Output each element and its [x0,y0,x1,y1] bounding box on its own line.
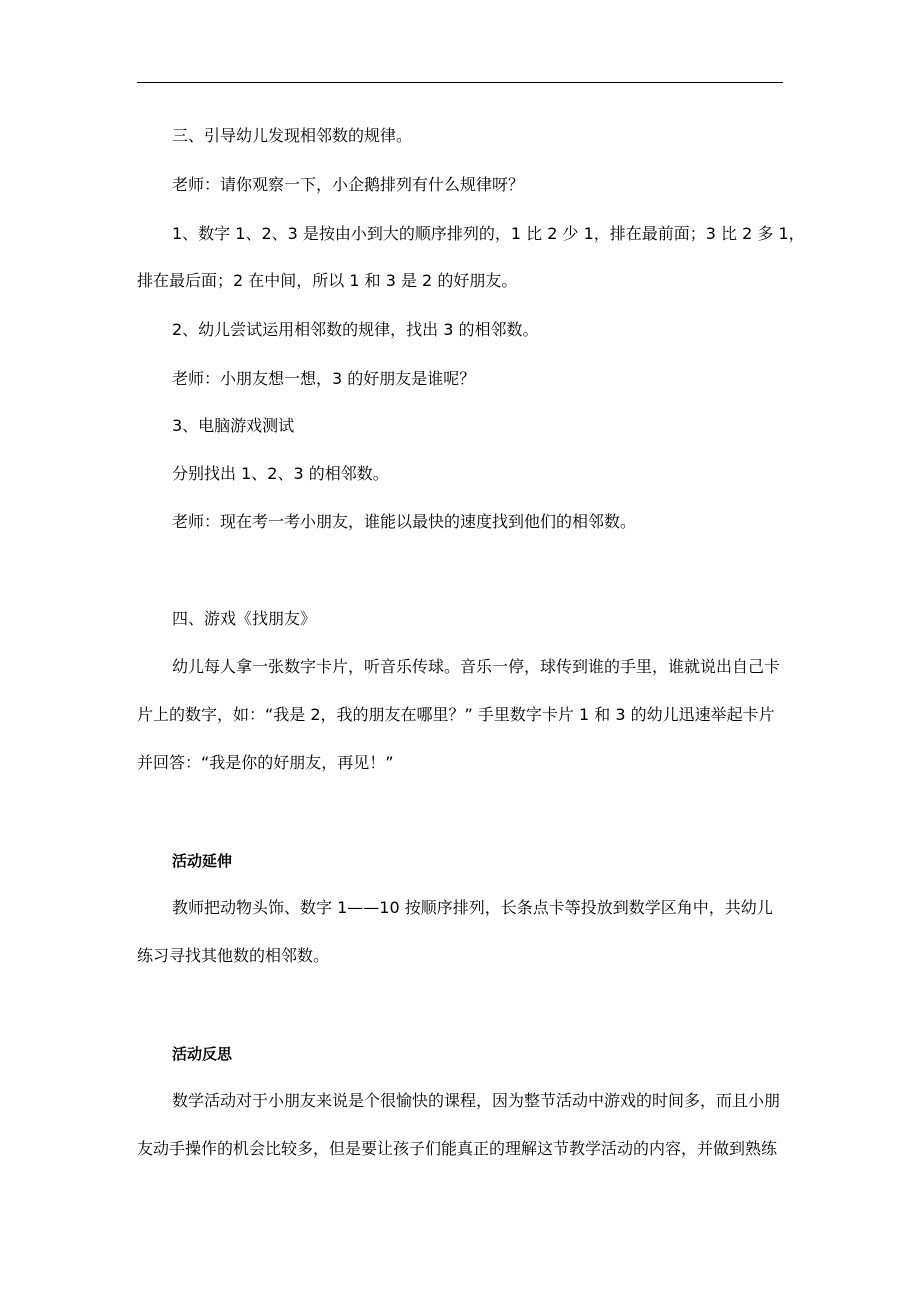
paragraph-line: 幼儿每人拿一张数字卡片，听音乐传球。音乐一停，球传到谁的手里，谁就说出自己卡 [172,657,781,676]
heading-activity-reflection: 活动反思 [172,1045,233,1063]
paragraph-line: 友动手操作的机会比较多，但是要让孩子们能真正的理解这节教学活动的内容，并做到熟练 [137,1139,778,1158]
paragraph-line: 排在最后面；2 在中间，所以 1 和 3 是 2 的好朋友。 [137,271,518,290]
paragraph-line: 老师：请你观察一下，小企鹅排列有什么规律呀？ [172,175,525,194]
paragraph-line: 3、电脑游戏测试 [172,416,295,435]
paragraph-line: 数学活动对于小朋友来说是个很愉快的课程，因为整节活动中游戏的时间多，而且小朋 [172,1091,781,1110]
paragraph-line: 教师把动物头饰、数字 1——10 按顺序排列，长条点卡等投放到数学区角中，共幼儿 [172,898,773,917]
paragraph-line: 老师：现在考一考小朋友，谁能以最快的速度找到他们的相邻数。 [172,512,637,531]
paragraph-line: 2、幼儿尝试运用相邻数的规律，找出 3 的相邻数。 [172,320,539,339]
paragraph-line: 1、数字 1、2、3 是按由小到大的顺序排列的，1 比 2 少 1，排在最前面；3 比 2 多 1， [172,224,805,243]
paragraph-line: 分别找出 1、2、3 的相邻数。 [172,464,389,483]
section-heading-3: 三、引导幼儿发现相邻数的规律。 [172,126,413,145]
paragraph-line: 老师：小朋友想一想，3 的好朋友是谁呢？ [172,369,476,388]
heading-activity-extension: 活动延伸 [172,852,233,870]
section-heading-4: 四、游戏《找朋友》 [172,609,317,628]
paragraph-line: 并回答：“我是你的好朋友，再见！” [137,753,394,772]
header-rule [137,82,783,83]
paragraph-line: 片上的数字，如：“我是 2，我的朋友在哪里？” 手里数字卡片 1 和 3 的幼儿迅速举起卡片 [137,705,775,724]
paragraph-line: 练习寻找其他数的相邻数。 [137,946,330,965]
